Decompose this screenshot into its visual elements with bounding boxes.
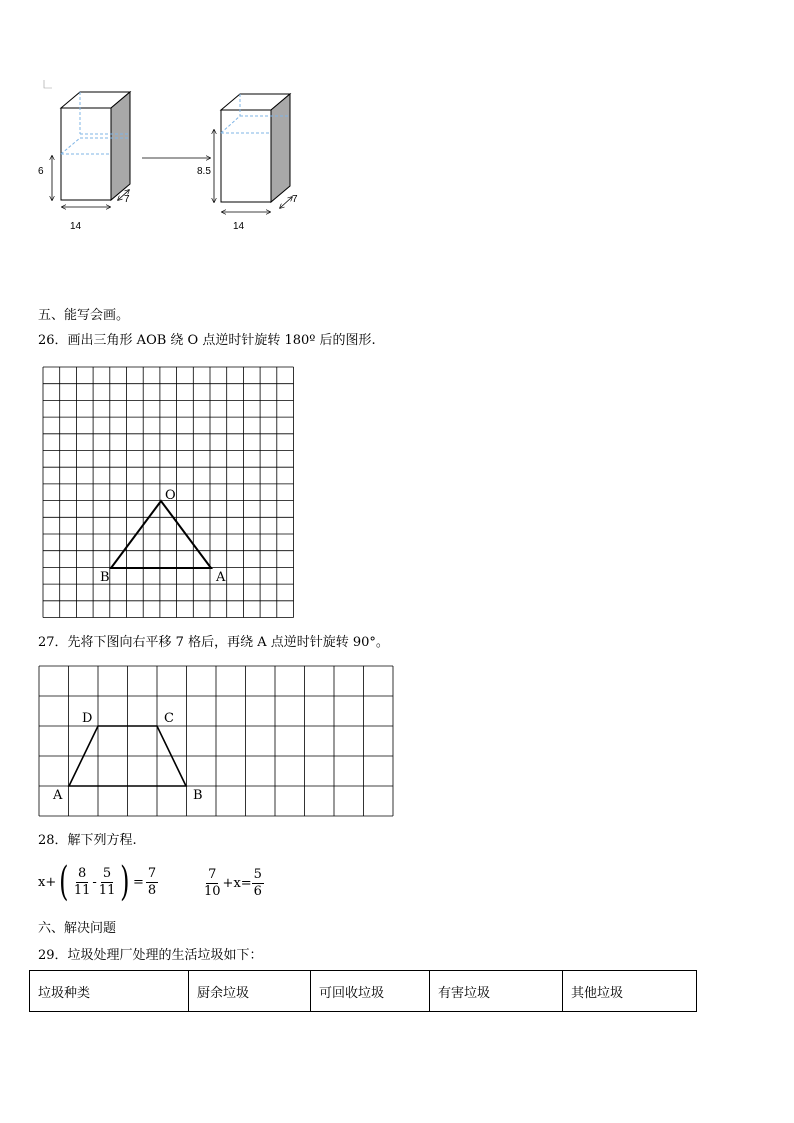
point-b2-label: B	[193, 788, 203, 803]
table-row	[30, 971, 697, 1012]
point-o-label: O	[165, 488, 176, 503]
left-depth-label: 7	[124, 194, 130, 205]
eq2-fraction: $\frac{7}{10}$	[204, 867, 221, 899]
left-width-label: 14	[70, 221, 82, 232]
question-26: 26．画出三角形 AOB 绕 O 点逆时针旋转 180º 后的图形.	[38, 333, 376, 348]
right-cuboid	[221, 94, 290, 202]
table-header-cell: 可回收垃圾	[311, 971, 430, 1012]
table-header-cell: 其他垃圾	[563, 971, 697, 1012]
table-header-cell: 厨余垃圾	[189, 971, 311, 1012]
eq1-prefix: x+	[38, 874, 57, 890]
point-b-label: B	[100, 570, 110, 585]
question-27: 27．先将下图向右平移 7 格后，再绕 A 点逆时针旋转 90°。	[38, 635, 389, 650]
section-5-title: 五、能写会画。	[38, 308, 130, 323]
left-height-label: 6	[38, 166, 44, 177]
equation-2: $\frac{7}{10}$ +x= $\frac{5}{6}$	[204, 867, 262, 899]
waste-table	[29, 970, 697, 1012]
table-header-cell: 有害垃圾	[430, 971, 563, 1012]
eq2-result-fraction: $\frac{5}{6}$	[253, 867, 262, 899]
equation-1: x+ ( $\frac{8}{11}$ - $\frac{5}{11}$ ) = $\frac{7}{8}$	[38, 859, 157, 905]
right-depth-label: 7	[292, 194, 298, 205]
question-29: 29．垃圾处理厂处理的生活垃圾如下：	[38, 948, 263, 963]
left-cuboid	[61, 92, 130, 200]
q27-grid	[38, 665, 394, 817]
point-c-label: C	[164, 711, 174, 726]
eq1-fraction-1: $\frac{8}{11}$	[73, 865, 91, 898]
point-a-label: A	[216, 570, 226, 585]
point-a2-label: A	[53, 788, 63, 803]
question-28: 28．解下列方程.	[38, 833, 137, 848]
right-width-label: 14	[233, 221, 245, 232]
table-header-cell: 垃圾种类	[30, 971, 189, 1012]
right-height-label: 8.5	[197, 166, 211, 177]
eq1-fraction-2: $\frac{5}{11}$	[98, 865, 116, 898]
cuboid-figure	[30, 78, 330, 238]
point-d-label: D	[82, 711, 93, 726]
section-6-title: 六、解决问题	[38, 921, 117, 936]
eq1-result-fraction: $\frac{7}{8}$	[147, 865, 157, 898]
